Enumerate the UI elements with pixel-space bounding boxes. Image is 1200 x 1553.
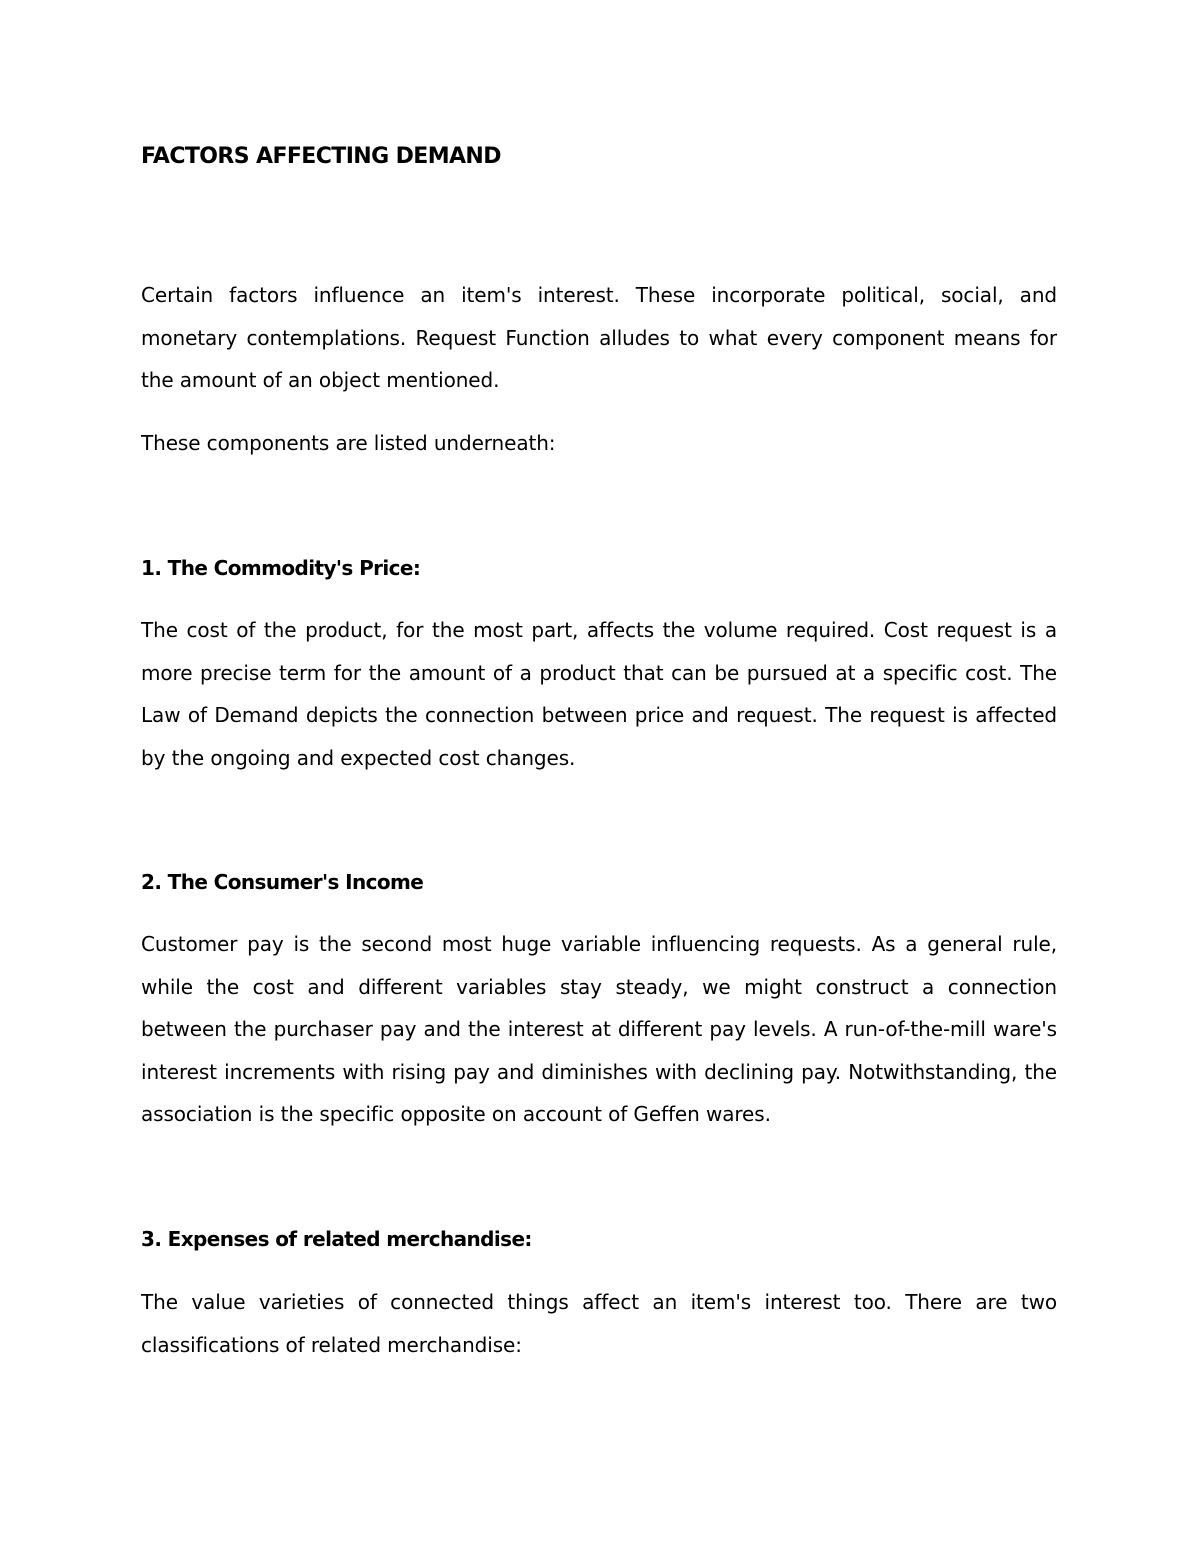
- section-body-income: Customer pay is the second most huge variable influencing requests. As a general rule, while the cost and different variables stay steady, we might construct a connection between the purchaser pay and the interest at different pay levels. A run-of-the-mill ware's interest increments with rising pay and diminishes with declining pay. Notwithstanding, the association is the specific opposite on account of Geffen wares.: [141, 932, 1057, 1126]
- document-title: FACTORS AFFECTING DEMAND: [141, 144, 501, 169]
- section-body-price: The cost of the product, for the most part, affects the volume required. Cost request is a more precise term for the amount of a product that can be pursued at a specific cost. The Law of Demand depicts the connection between price and request. The request is affected by the ongoing and expected cost changes.: [141, 618, 1057, 770]
- section-heading-income: 2. The Consumer's Income: [141, 870, 424, 894]
- section-body-related-goods: The value varieties of connected things affect an item's interest too. There are two classifications of related merchandise:: [141, 1290, 1057, 1357]
- section-heading-price: 1. The Commodity's Price:: [141, 556, 421, 580]
- section-heading-related-goods: 3. Expenses of related merchandise:: [141, 1227, 532, 1251]
- intro-paragraph: Certain factors influence an item's interest. These incorporate political, social, and monetary contemplations. Request Function alludes to what every component means for the amount of an object mentioned.: [141, 283, 1057, 392]
- components-intro: These components are listed underneath:: [141, 431, 556, 455]
